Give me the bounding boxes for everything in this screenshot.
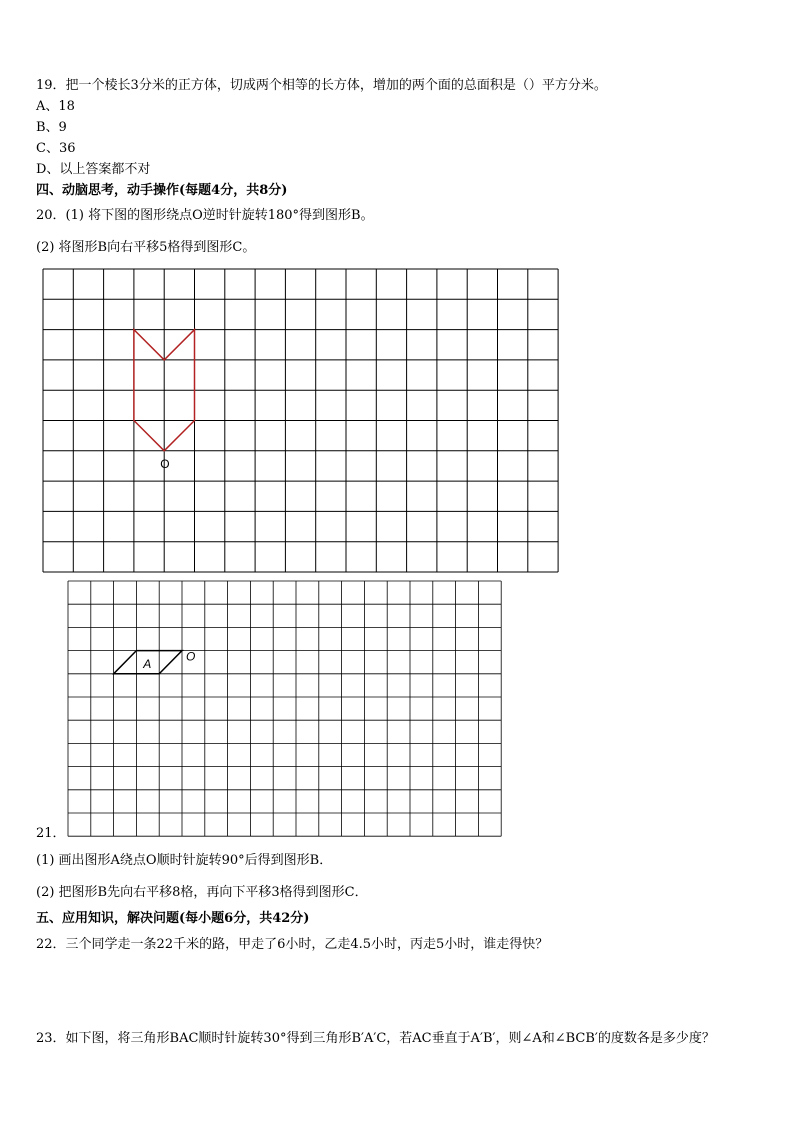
q20-part1: 20．(1) 将下图的图形绕点O逆时针旋转180°得到图形B。 [36,208,374,223]
section4-heading: 四、动脑思考，动手操作(每题4分，共8分) [36,183,288,198]
grid-lines [43,269,558,572]
q21-number: 21． [36,826,66,841]
q19-option-a: A、18 [36,99,75,114]
q21-grid [68,581,502,837]
q21-part1: (1) 画出图形A绕点O顺时针旋转90°后得到图形B． [36,853,333,868]
q21-point-o-label: O [186,649,196,664]
q19-option-c: C、36 [36,141,76,156]
q19-option-d: D、以上答案都不对 [36,162,151,177]
q19-option-b: B、9 [36,120,67,135]
q23-question: 23．如下图，将三角形BAC顺时针旋转30°得到三角形B′A′C，若AC垂直于A′B′，则∠A和∠BCB′的度数各是多少度？ [36,1031,715,1046]
section5-heading: 五、应用知识，解决问题(每小题6分，共42分) [36,911,310,926]
q21-shape-a-label: A [143,657,152,671]
q22-question: 22．三个同学走一条22千米的路，甲走了6小时，乙走4.5小时，丙走5小时，谁走得快？ [36,937,549,952]
q21-part2: (2) 把图形B先向右平移8格，再向下平移3格得到图形C． [36,885,368,900]
q20-grid [43,269,559,573]
q20-part2: (2) 将图形B向右平移5格得到图形C。 [36,240,256,255]
q20-point-o-label: O [160,456,170,471]
q19-question: 19．把一个棱长3分米的正方体，切成两个相等的长方体，增加的两个面的总面积是（）平方分米。 [36,78,607,93]
grid-lines [68,581,501,836]
